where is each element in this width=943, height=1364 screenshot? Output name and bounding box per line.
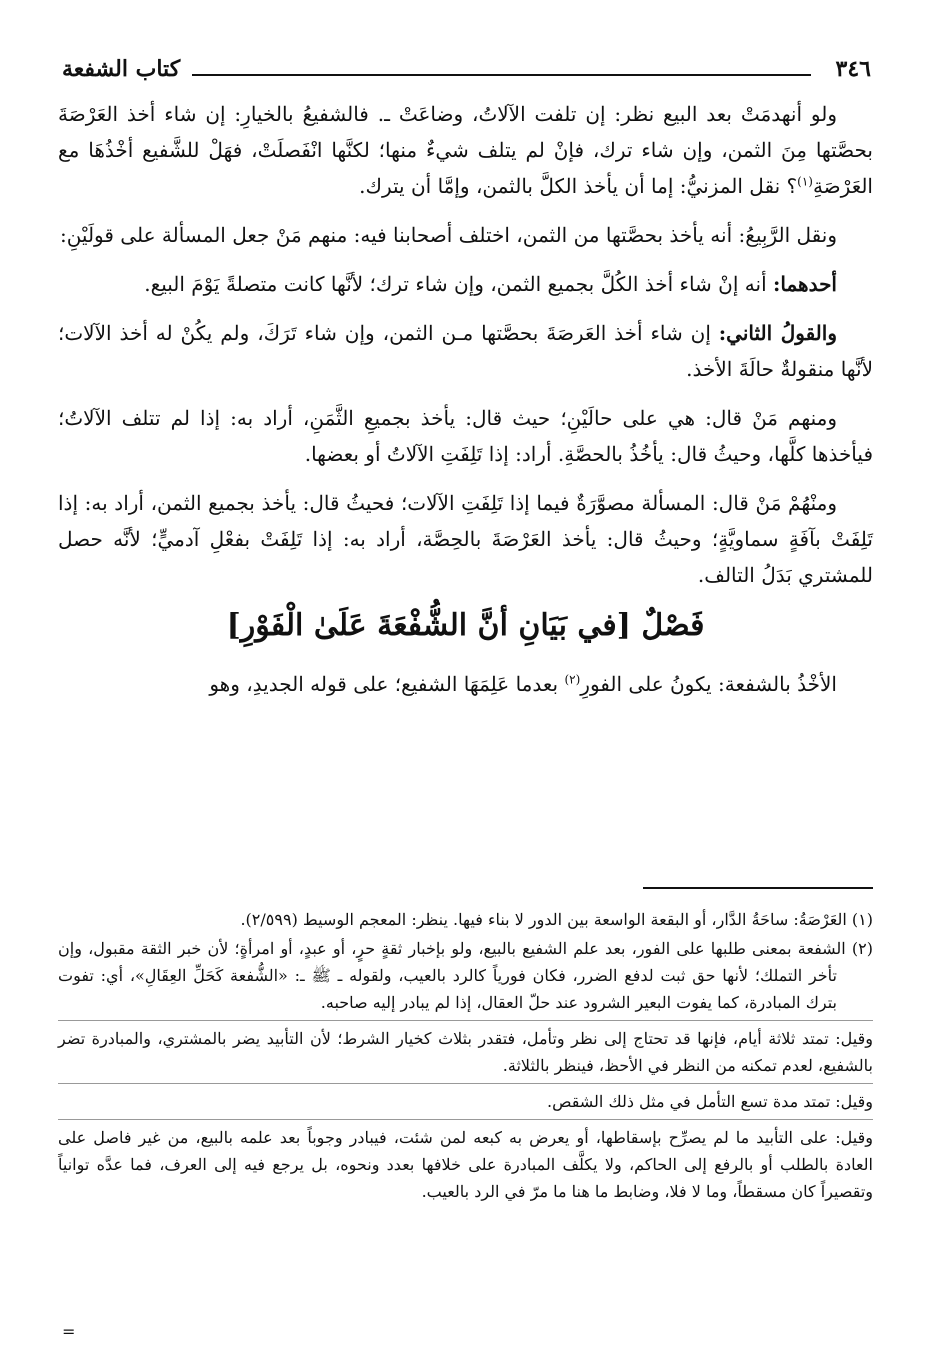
footnote-2-opinion-4: وقيل: على التأبيد ما لم يصرِّح بإسقاطها، أو يعرض به كبعه لمن شئت، فيبادر وجوباً بعد علمه بالبيع، من غير فاصل على العادة بالطلب أو بالرفع إلى الحاكم، ولا يكلَّف المبادرة على خلافها بعدد ونحوه، بل يرجع فيه إلى العرف، فما عدَّه توانياً وتقصيراً كان مسقطاً، وما لا فلا، وضابط ما هنا ما مرّ في الرد بالعيب. xyxy=(58,1128,873,1201)
paragraph-3-text: أنه إنْ شاء أخذ الكُلَّ بجميع الثمن، وإن شاء ترك؛ لأنَّها كانت متصلةً يَوْمَ البيع. xyxy=(144,272,773,296)
footnote-2-opinion-3: وقيل: تمتد مدة تسع التأمل في مثل ذلك الشقص. xyxy=(547,1092,873,1111)
paragraph-7-text: الأخْذُ بالشفعة: يكونُ على الفورِ xyxy=(580,672,837,696)
footnote-separator xyxy=(643,887,873,889)
footnotes xyxy=(58,906,873,1207)
paragraph-3-lead: أحدهما: xyxy=(772,272,837,296)
main-text xyxy=(58,96,873,715)
paragraph-1-tail: ؟ نقل المزنيُّ: إما أن يأخذ الكلَّ بالثمن، وإمَّا أن يترك. xyxy=(359,174,798,198)
page-number: ٣٤٦ xyxy=(835,56,871,82)
footnote-ref-1[interactable]: (١) xyxy=(797,174,813,189)
paragraph-5: ومنهم مَنْ قال: هي على حالَيْنِ؛ حيث قال: يأخذ بجميعِ الثَّمَنِ، أراد به: إذا لم تتلف الآلاتُ؛ فيأخذها كلَّها، وحيثُ قال: يأخُذُ بالحصَّةِ. أراد: إذا تَلِفَتِ الآلاتُ أو بعضها. xyxy=(58,406,873,466)
paragraph-7-tail: بعدما عَلِمَهَا الشفيع؛ على قوله الجديدِ، وهو xyxy=(209,672,565,696)
paragraph-1 xyxy=(58,96,873,204)
paragraph-6: ومنْهُمْ مَنْ قال: المسألة مصوَّرَةٌ فيما إذا تَلِفَتِ الآلات؛ فحيثُ قال: يأخذ بجميع الثمن، أراد به: إذا تَلِفَتْ بآفَةٍ سماويَّةٍ؛ وحيثُ قال: يأخذ العَرْصَةَ بالحِصَّة، أراد به: إذا تَلِفَتْ بفعْلِ آدميٍّ؛ لأنَّه حصل للمشتري بَدَلُ التالف. xyxy=(58,491,873,587)
footnote-divider xyxy=(58,1083,873,1084)
paragraph-2: ونقل الرَّبِيعُ: أنه يأخذ بحصَّتها من الثمن، اختلف أصحابنا فيه: منهم مَنْ جعل المسألة على قولَيْنِ: xyxy=(59,223,837,247)
paragraph-7 xyxy=(58,666,873,702)
footnote-2: (٢) الشفعة بمعنى طلبها على الفور، بعد علم الشفيع بالبيع، ولو بإخبار ثقةٍ حرٍ، أو عبدٍ، أو امرأةٍ؛ لأن خبر الثقة مقبول، وإن تأخر التملك؛ لأنها حق ثبت لدفع الضرر، فكان فورياً كالرد بالعيب، ولقوله ـ ﷺ ـ: «الشُّفعة كَحَلِّ العِقَالِ»، أي: تفوت بترك المبادرة، كما يفوت البعير الشرود عند حلّ العقال، إذا لم يبادر إليه صاحبه. xyxy=(58,939,873,1012)
running-title: كتاب الشفعة xyxy=(62,56,181,82)
margin-mark: = xyxy=(62,1322,76,1341)
footnote-divider xyxy=(58,1020,873,1021)
footnote-ref-2[interactable]: (٢) xyxy=(564,672,581,687)
footnote-divider xyxy=(58,1119,873,1120)
paragraph-4-lead: والقولُ الثاني: xyxy=(718,321,837,345)
paragraph-1-text: ولو أنهدمَتْ بعد البيع نظر: إن تلفت الآلاتُ، وضاعَتْ ـ. فالشفيعُ بالخيارِ: إن شاء أخذ العَرْصَةَ بحصَّتها مِنَ الثمن، وإن شاء ترك، فإنْ لم يتلف شيءٌ منها؛ لكنَّها انْفَصلَتْ، فهَلْ للشَّفيع أخْذُهَا مع العَرْصَةِ xyxy=(58,102,873,198)
header-rule xyxy=(192,74,811,76)
footnote-1: (١) العَرْصَةُ: ساحَةُ الدَّار، أو البقعة الواسعة بين الدور لا بناء فيها. ينظر: المعجم الوسيط (٢/٥٩٩). xyxy=(240,910,873,929)
page-header xyxy=(62,54,871,86)
paragraph-4-text: إن شاء أخذ العَرصَةَ بحصَّتها مـن الثمن، وإن شاء تَرَكَ، ولم يكُنْ له أخذ الآلات؛ لأنَّها منقولةٌ حالَةَ الأخذ. xyxy=(58,321,873,381)
paragraph-3 xyxy=(58,266,873,302)
footnote-2-opinion-2: وقيل: تمتد ثلاثة أيام، فإنها قد تحتاج إلى نظر وتأمل، فتقدر بثلاث كخيار الشرط؛ لأن التأبيد يضر بالمشتري، والمبادرة تضر بالشفيع، لعدم تمكنه من النظر في الأحظ، فينظر بالثلاثة. xyxy=(58,1029,873,1075)
paragraph-4 xyxy=(58,315,873,387)
section-heading: فَصْلٌ [في بَيَانِ أنَّ الشُّفْعَةَ عَلَىٰ الْفَوْرِ] xyxy=(226,608,705,643)
